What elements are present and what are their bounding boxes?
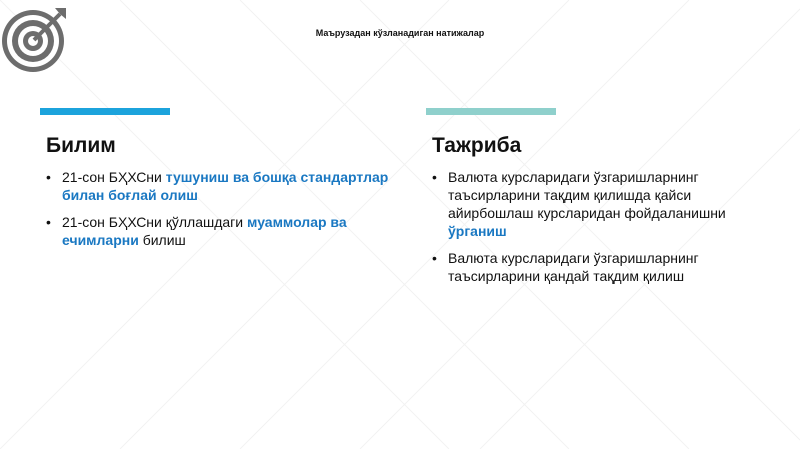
list-item	[432, 249, 776, 285]
knowledge-accent-bar	[40, 108, 170, 115]
item-highlight: ўрганиш	[448, 223, 507, 239]
bullet-icon: •	[46, 169, 51, 185]
item-text: 21-сон БҲХСни қўллашдаги	[62, 214, 248, 230]
item-text: Валюта курсларидаги ўзгаришларнинг таъсирларини тақдим қилишда қайси айирбошлаш курсларидан фойдаланишни	[448, 169, 726, 221]
item-text: Валюта курсларидаги ўзгаришларнинг таъсирларини қандай тақдим қилиш	[448, 250, 699, 284]
experience-list	[426, 168, 776, 285]
item-text-end: билиш	[138, 232, 186, 248]
bullet-icon: •	[432, 250, 437, 266]
experience-column	[426, 108, 776, 294]
experience-accent-bar	[426, 108, 556, 115]
list-item	[46, 213, 390, 249]
list-item	[432, 168, 776, 240]
knowledge-heading: Билим	[46, 134, 116, 157]
bullet-icon: •	[432, 169, 437, 185]
knowledge-column	[40, 108, 390, 258]
item-highlight: тушуниш ва бошқа стандартлар билан боғлай олиш	[62, 169, 389, 203]
list-item	[46, 168, 390, 204]
knowledge-list	[40, 168, 390, 249]
item-text: 21-сон БҲХСни	[62, 169, 166, 185]
target-logo-icon	[0, 4, 70, 74]
experience-heading: Тажриба	[432, 134, 522, 157]
slide-title: Маърузадан кўзланадиган натижалар	[315, 28, 485, 38]
bullet-icon: •	[46, 214, 51, 230]
item-highlight: муаммолар ва ечимларни	[62, 214, 347, 248]
